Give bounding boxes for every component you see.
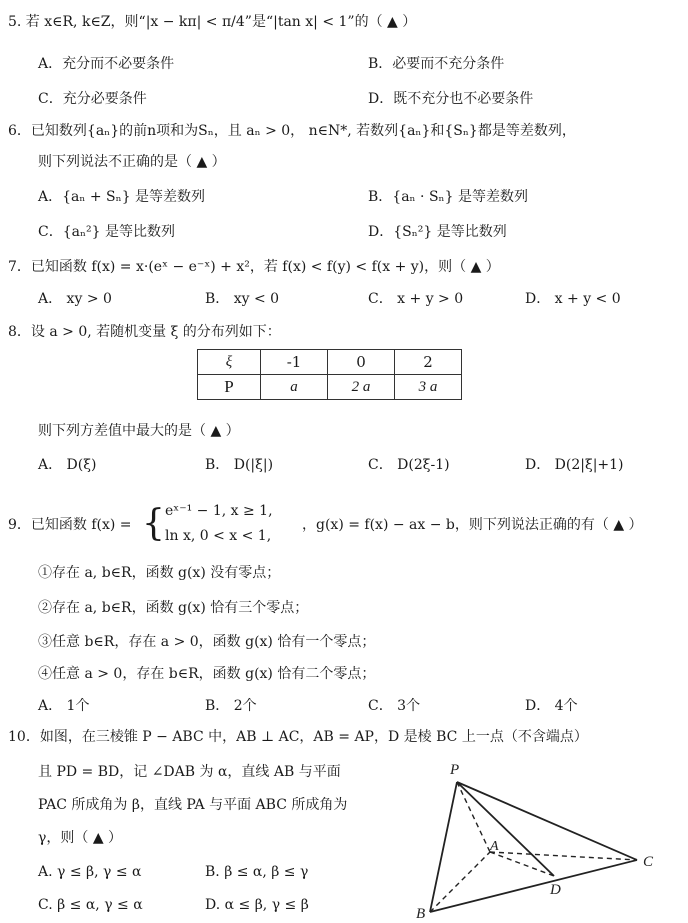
- question-8-stem: 8．设 a > 0, 若随机变量 ξ 的分布列如下：: [8, 324, 281, 340]
- question-9-statement-2: ②存在 a, b∈R，函数 g(x) 恰有三个零点；: [38, 600, 309, 616]
- question-8-option-b: B． D(|ξ|): [205, 457, 274, 473]
- table-cell: ξ: [198, 350, 261, 375]
- edge-pa: [457, 782, 490, 852]
- question-10-stem: 10．如图，在三棱锥 P − ABC 中，AB ⊥ AC，AB = AP，D 是棱 BC 上一点（不含端点）: [8, 729, 588, 745]
- question-8-option-a: A． D(ξ): [38, 457, 97, 473]
- question-10-line-2: PAC 所成角为 β，直线 PA 与平面 ABC 所成角为: [38, 797, 348, 813]
- table-cell: 0: [328, 350, 395, 375]
- edge-pc: [457, 782, 637, 860]
- question-10-line-1: 且 PD = BD，记 ∠DAB 为 α，直线 AB 与平面: [38, 764, 341, 780]
- piecewise-case-2: ln x, 0 < x < 1,: [165, 528, 272, 544]
- question-5-option-a: A．充分而不必要条件: [38, 56, 175, 72]
- edge-pb: [430, 782, 457, 912]
- question-9-option-a: A． 1个: [38, 698, 90, 714]
- question-7-option-a: A． xy > 0: [38, 291, 112, 307]
- edge-ac: [490, 852, 637, 860]
- table-row: [198, 350, 462, 375]
- question-7-option-b: B． xy < 0: [205, 291, 280, 307]
- question-6-option-d: D．{Sₙ²} 是等比数列: [368, 224, 507, 240]
- vertex-label-c: C: [643, 854, 654, 870]
- question-9-statement-3: ③任意 b∈R，存在 a > 0，函数 g(x) 恰有一个零点；: [38, 634, 376, 650]
- table-cell: P: [198, 375, 261, 400]
- table-cell: -1: [261, 350, 328, 375]
- question-5-option-d: D．既不充分也不必要条件: [368, 91, 534, 107]
- question-6-stem-continued: 则下列说法不正确的是（ ▲ ）: [38, 154, 226, 170]
- question-9-stem: 9．已知函数 f(x) =: [8, 517, 132, 533]
- segment-pd: [457, 782, 554, 876]
- question-10-option-c: C. β ≤ α, γ ≤ α: [38, 897, 143, 913]
- vertex-label-p: P: [450, 762, 460, 778]
- question-5-stem: 5. 若 x∈R, k∈Z，则“|x − kπ| < π/4”是“|tan x| < 1”的（ ▲ ）: [8, 14, 417, 30]
- question-10-option-b: B. β ≤ α, β ≤ γ: [205, 864, 309, 880]
- question-10-option-d: D. α ≤ β, γ ≤ β: [205, 897, 309, 913]
- question-6-option-c: C．{aₙ²} 是等比数列: [38, 224, 175, 240]
- question-9-statement-4: ④任意 a > 0，存在 b∈R，函数 g(x) 恰有二个零点；: [38, 666, 376, 682]
- question-6-option-a: A．{aₙ + Sₙ} 是等差数列: [38, 189, 206, 205]
- edge-ab: [430, 852, 490, 912]
- vertex-label-b: B: [416, 906, 426, 920]
- question-7-option-c: C． x + y > 0: [368, 291, 464, 307]
- question-8-option-d: D． D(2|ξ|+1): [525, 457, 624, 473]
- table-cell: 2: [395, 350, 462, 375]
- question-7-option-d: D． x + y < 0: [525, 291, 621, 307]
- table-cell: 3 a: [395, 375, 462, 400]
- question-8-option-c: C． D(2ξ-1): [368, 457, 450, 473]
- question-10-option-a: A. γ ≤ β, γ ≤ α: [38, 864, 142, 880]
- question-9-option-d: D． 4个: [525, 698, 578, 714]
- question-5-option-b: B．必要而不充分条件: [368, 56, 505, 72]
- table-cell: 2 a: [328, 375, 395, 400]
- tetrahedron-figure: [412, 760, 674, 920]
- vertex-label-d: D: [550, 882, 561, 898]
- piecewise-case-1: eˣ⁻¹ − 1, x ≥ 1,: [165, 503, 273, 519]
- question-8-stem-continued: 则下列方差值中最大的是（ ▲ ）: [38, 423, 240, 439]
- question-6-option-b: B．{aₙ · Sₙ} 是等差数列: [368, 189, 528, 205]
- distribution-table: [197, 349, 462, 400]
- question-6-stem: 6．已知数列{aₙ}的前n项和为Sₙ，且 aₙ > 0， n∈N*, 若数列{aₙ}和{Sₙ}都是等差数列，: [8, 123, 576, 139]
- table-row: [198, 375, 462, 400]
- vertex-label-a: A: [490, 839, 499, 854]
- question-5-option-c: C．充分必要条件: [38, 91, 147, 107]
- piecewise-brace: {: [142, 503, 165, 544]
- table-cell: a: [261, 375, 328, 400]
- question-9-statement-1: ①存在 a, b∈R，函数 g(x) 没有零点；: [38, 565, 281, 581]
- question-10-line-3: γ，则（ ▲ ）: [38, 830, 123, 846]
- question-9-stem-continued: ，g(x) = f(x) − ax − b，则下列说法正确的有（ ▲ ）: [302, 517, 643, 533]
- question-9-option-c: C． 3个: [368, 698, 421, 714]
- question-9-option-b: B． 2个: [205, 698, 257, 714]
- question-7-stem: 7．已知函数 f(x) = x·(eˣ − e⁻ˣ) + x²，若 f(x) < f(y) < f(x + y)，则（ ▲ ）: [8, 259, 500, 275]
